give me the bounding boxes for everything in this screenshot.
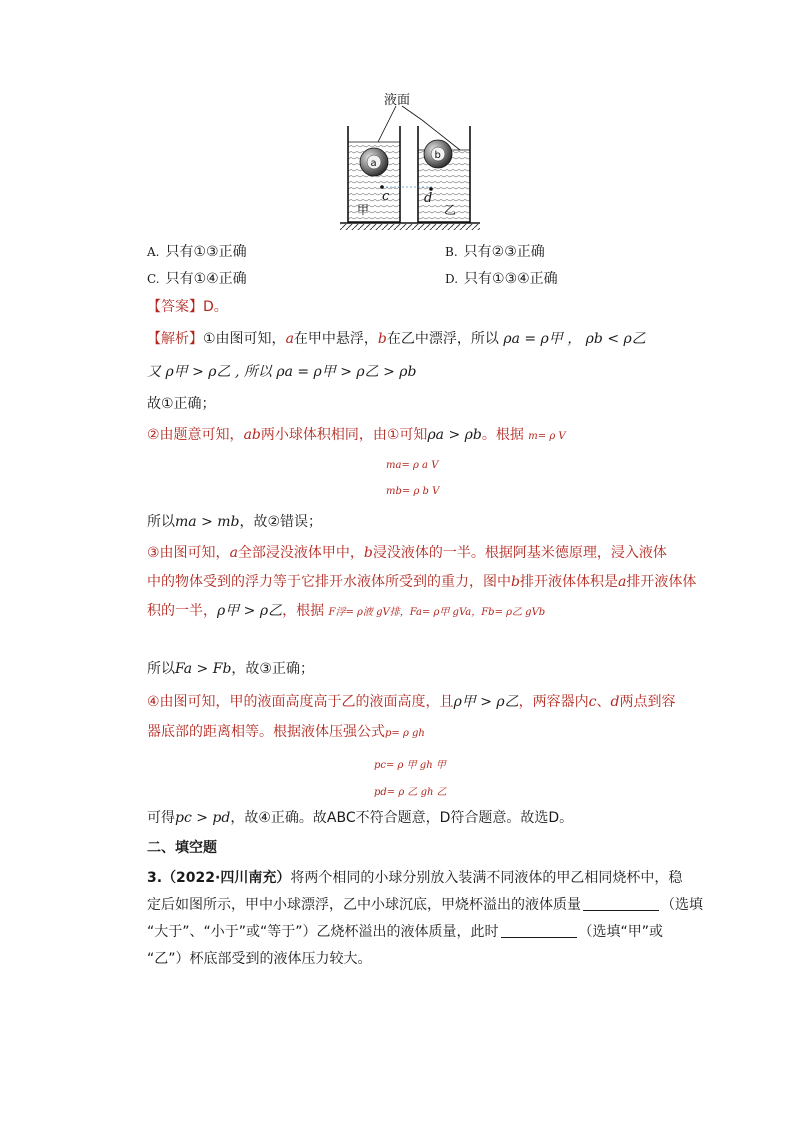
- analysis-p6-l3: 积的一半，ρ甲 > ρ乙，根据 F浮= ρ液 gV排，Fa= ρ甲 gVa，Fb= ρ乙 gVb: [147, 603, 546, 619]
- beaker-figure: [330, 90, 490, 232]
- formula-mb: mb= ρ b V: [386, 486, 440, 497]
- formula-pd: pd= ρ 乙 gh 乙: [374, 787, 447, 798]
- option-d: D. 只有①③④正确: [445, 271, 558, 287]
- answer-blank-1[interactable]: [583, 896, 659, 911]
- option-a: A. 只有①③正确: [147, 244, 247, 260]
- analysis-p6-l1: ③由图可知，a全部浸没液体甲中，b浸没液体的一半。根据阿基米德原理，浸入液体: [147, 545, 667, 561]
- answer: 【答案】D。: [147, 299, 228, 315]
- option-c: C. 只有①④正确: [147, 271, 247, 287]
- surface-label: 液面: [384, 93, 411, 108]
- analysis-p1: 【解析】①由图可知，a在甲中悬浮，b在乙中漂浮，所以 ρa = ρ甲 ， ρb < ρ乙: [147, 331, 646, 347]
- point-d: d: [424, 191, 433, 206]
- analysis-p7: 所以Fa > Fb，故③正确；: [147, 661, 314, 677]
- analysis-p2: 又 ρ甲 > ρ乙 , 所以 ρa = ρ甲 > ρ乙 > ρb: [147, 364, 417, 380]
- analysis-p8-l1: ④由图可知，甲的液面高度高于乙的液面高度，且ρ甲 > ρ乙，两容器内c、d两点到容: [147, 694, 676, 710]
- q3-line3: “大于”、“小于”或“等于”）乙烧杯溢出的液体质量，此时 （选填“甲”或: [147, 924, 664, 940]
- analysis-p6-l2: 中的物体受到的浮力等于它排开水液体所受到的重力，图中b排开液体体积是a排开液体体: [147, 574, 697, 590]
- svg-text:a: a: [370, 158, 377, 169]
- analysis-p8-l2: 器底部的距离相等。根据液体压强公式p= ρ gh: [147, 724, 425, 740]
- section-title: 二、填空题: [147, 840, 217, 856]
- analysis-p9: 可得pc > pd，故④正确。故ABC不符合题意，D符合题意。故选D。: [147, 810, 574, 826]
- analysis-p5: 所以ma > mb，故②错误；: [147, 514, 323, 530]
- formula-pc: pc= ρ 甲 gh 甲: [374, 760, 446, 771]
- beaker-left-label: 甲: [357, 203, 370, 217]
- option-b: B. 只有②③正确: [445, 244, 545, 260]
- analysis-p4: ②由题意可知，ab两小球体积相同，由①可知ρa > ρb。根据 m= ρ V: [147, 427, 566, 443]
- q3-line4: “乙”）杯底部受到的液体压力较大。: [147, 951, 372, 967]
- q3-line2: 定后如图所示，甲中小球漂浮，乙中小球沉底，甲烧杯溢出的液体质量 （选填: [147, 897, 703, 913]
- svg-text:b: b: [434, 150, 441, 161]
- analysis-p3: 故①正确；: [147, 396, 216, 412]
- beaker-right-label: 乙: [444, 203, 457, 217]
- q3-line1: 3.（2022·四川南充）将两个相同的小球分别放入装满不同液体的甲乙相同烧杯中，稳: [147, 870, 683, 886]
- answer-blank-2[interactable]: [501, 923, 577, 938]
- point-c: c: [382, 189, 390, 204]
- formula-ma: ma= ρ a V: [386, 460, 439, 471]
